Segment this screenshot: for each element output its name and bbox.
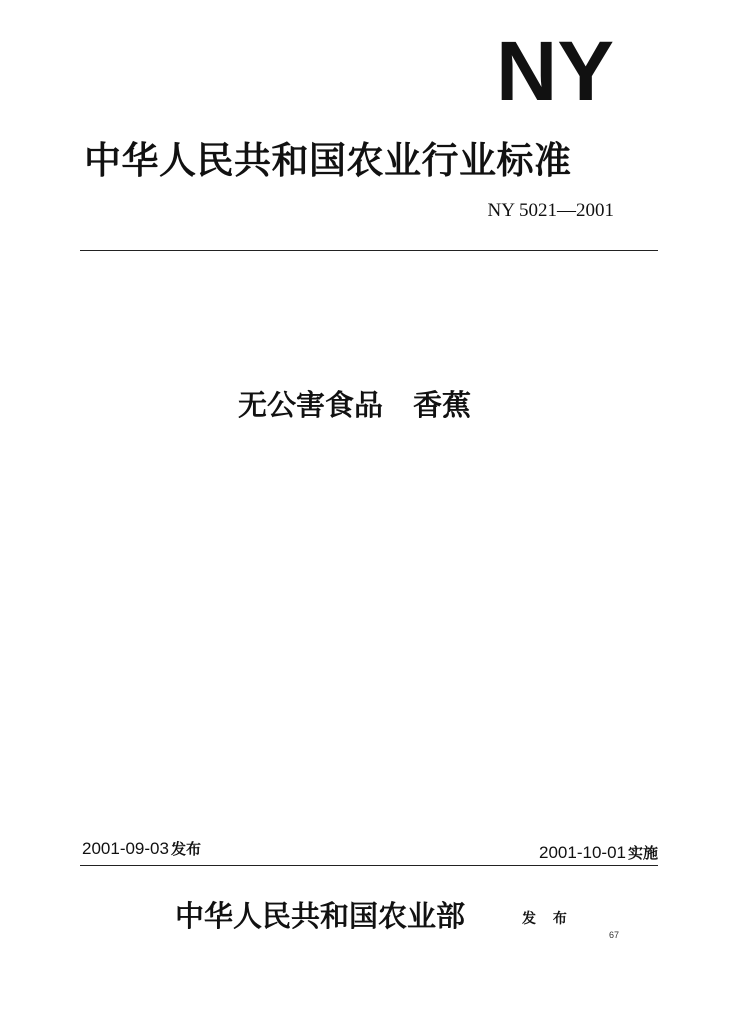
bottom-divider (80, 865, 658, 866)
publisher-name: 中华人民共和国农业部 (175, 899, 466, 933)
top-divider (80, 250, 658, 251)
document-title (238, 383, 471, 424)
standard-category-title: 中华人民共和国农业行业标准 (84, 139, 572, 182)
effective-date-block (539, 842, 658, 863)
issue-label: 发布 (170, 840, 201, 858)
effective-date: 2001-10-01 (539, 843, 626, 862)
publisher-label: 发 布 (522, 911, 573, 927)
document-title-category: 无公害食品 (238, 388, 384, 422)
effective-label: 实施 (627, 844, 658, 862)
page-number: 67 (609, 930, 620, 940)
standard-number: NY 5021—2001 (487, 200, 614, 221)
issue-date-block (82, 838, 201, 859)
document-title-product: 香蕉 (413, 388, 472, 422)
ny-logo (496, 32, 616, 110)
ny-logo-text: NY (496, 32, 614, 110)
issue-date: 2001-09-03 (82, 839, 169, 858)
